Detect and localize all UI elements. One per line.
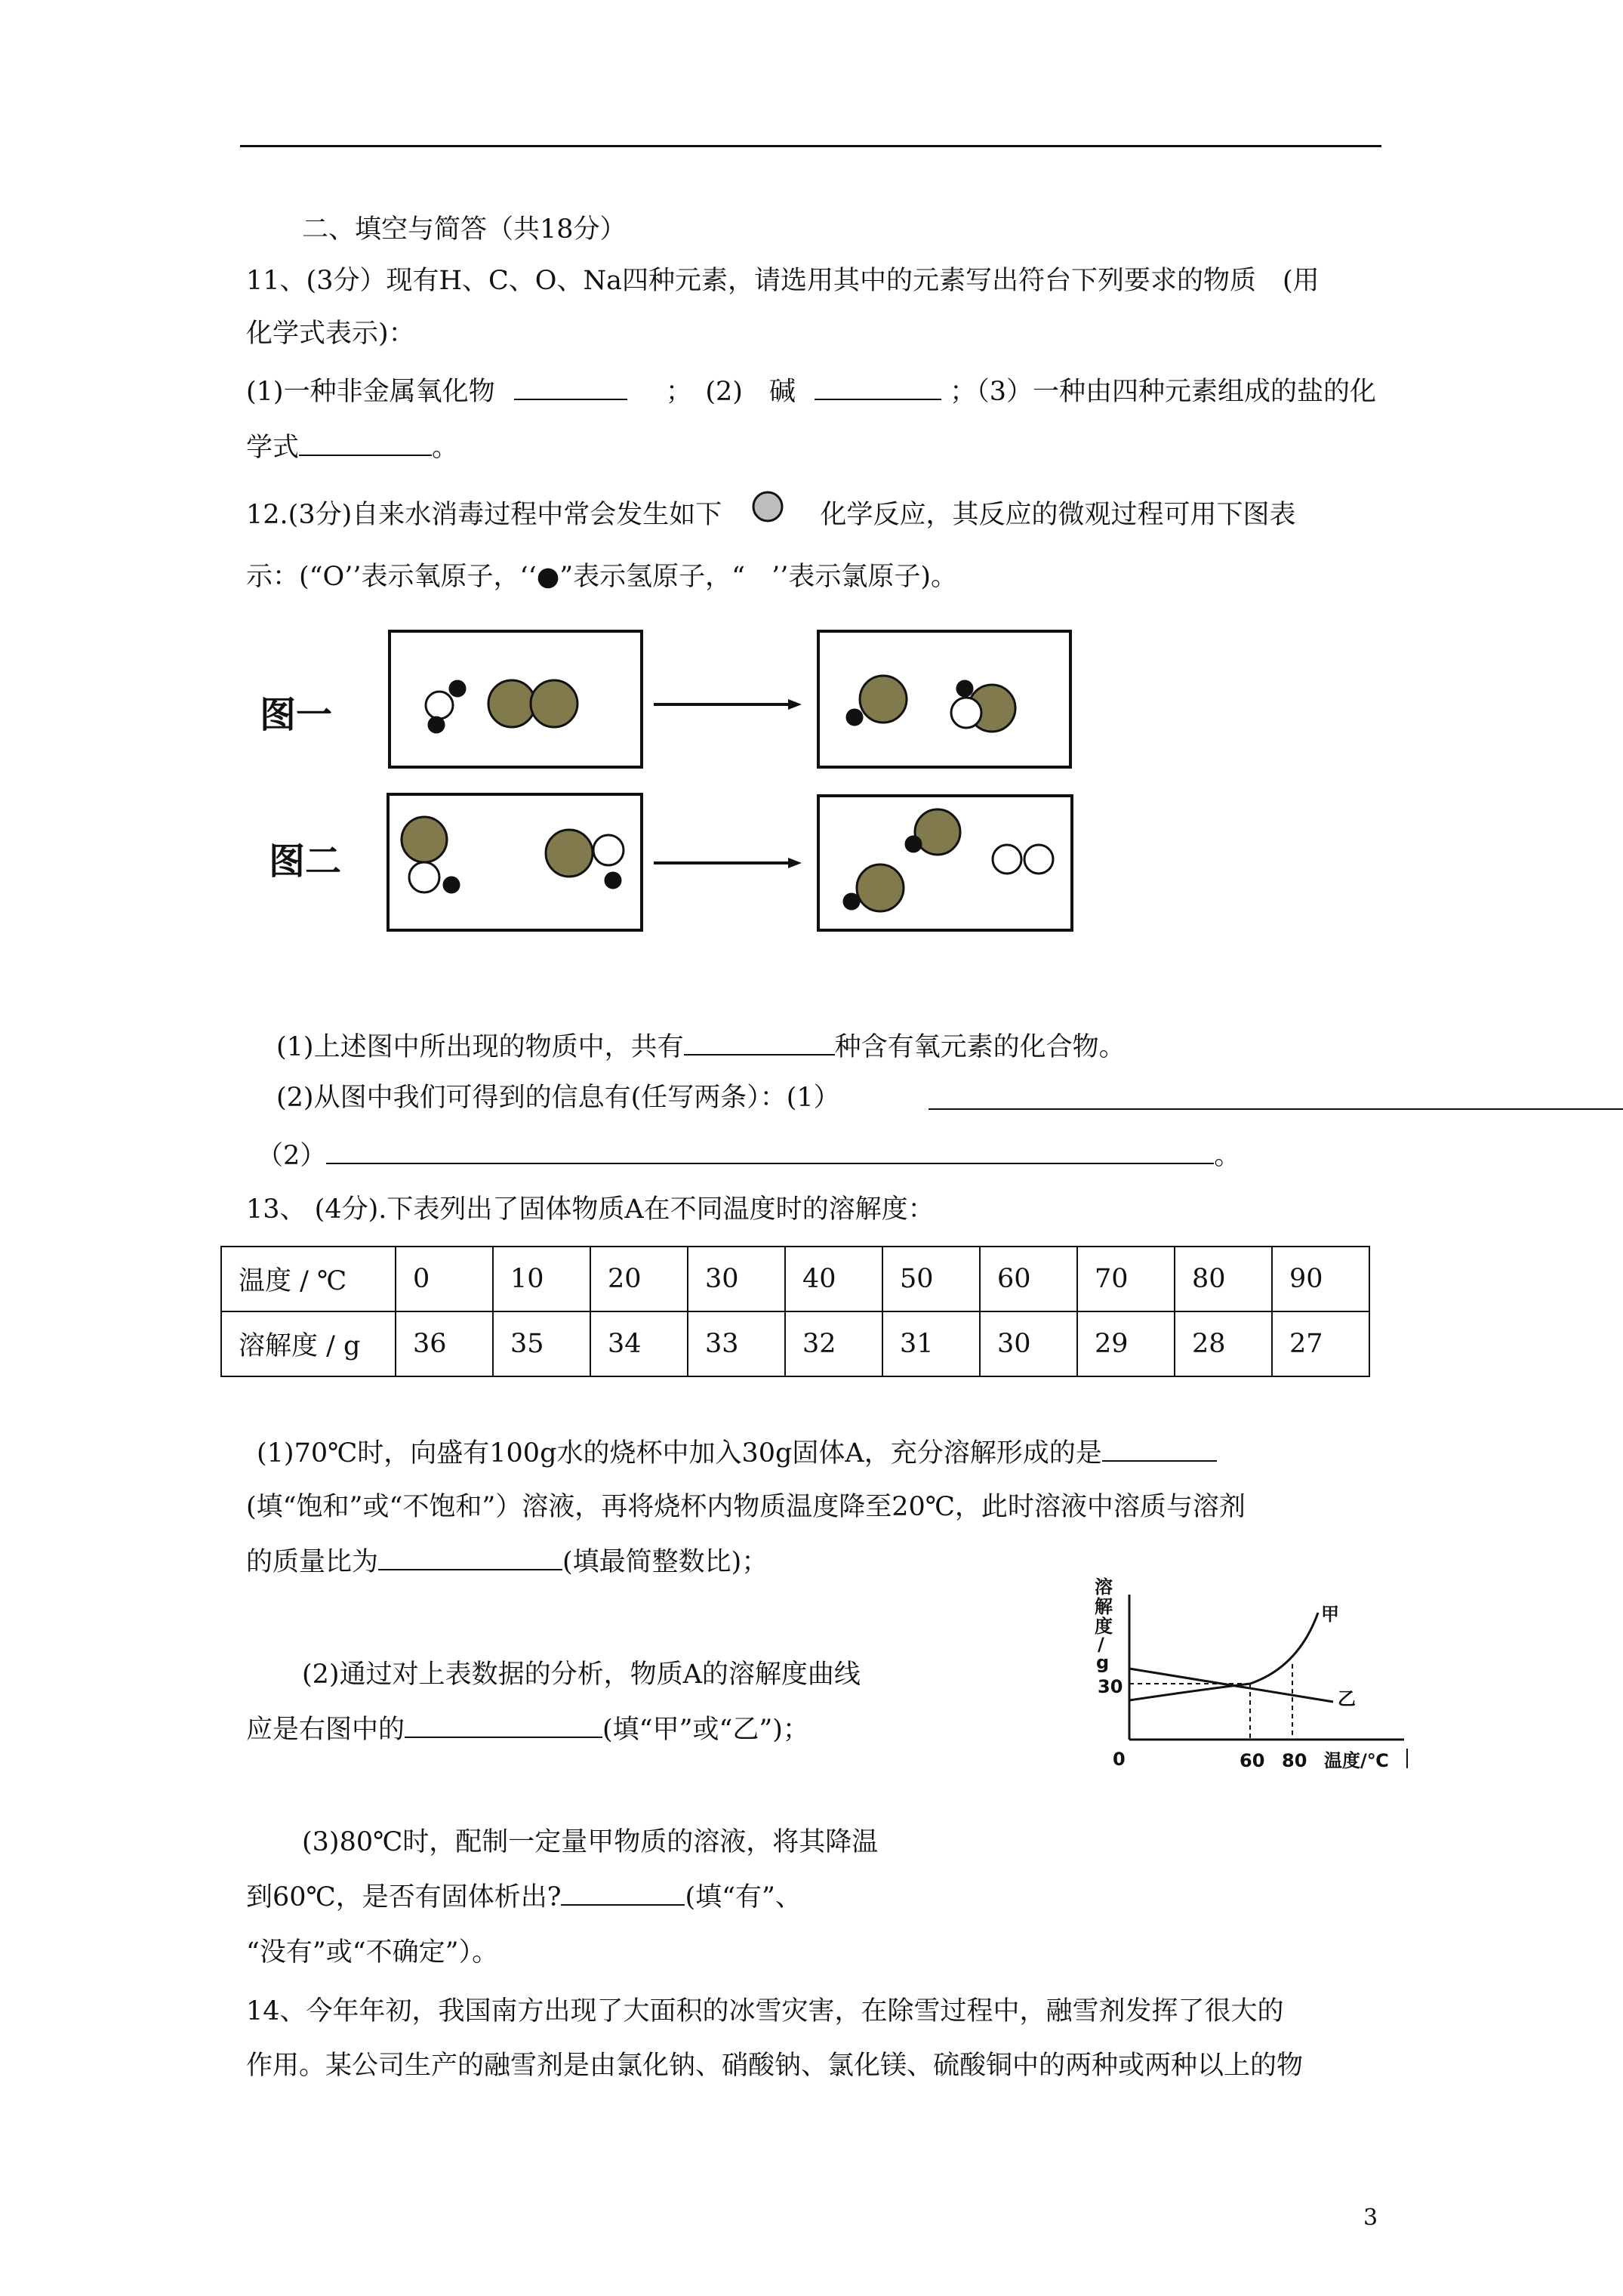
table-row-temperature — [221, 1247, 1369, 1311]
water-molecule — [426, 681, 465, 732]
q13-s2-l2-label: 应是右图中的 — [246, 1715, 405, 1745]
q13-intro: 13、 (4分).下表列出了固体物质A在不同温度时的溶解度： — [246, 1194, 935, 1225]
hclo-molecule-b — [546, 830, 624, 888]
q12-line2: 示：(“O’’表示氧原子，‘‘●”表示氢原子，“ ’’表示氯原子)。 — [246, 562, 957, 592]
solubility-curve-figure — [1072, 1570, 1419, 1782]
hclo-molecule — [951, 681, 1015, 732]
figure-one-label: 图一 — [260, 694, 333, 736]
q12-sub2-label: (2)从图中我们可得到的信息有(任写两条）：(1） — [276, 1083, 840, 1113]
graph-ylabel-char: 解 — [1095, 1596, 1113, 1617]
graph-origin-label: 0 — [1113, 1749, 1126, 1770]
table-cell: 36 — [396, 1311, 493, 1376]
q11-line3 — [246, 376, 1376, 407]
figure-two-label: 图二 — [269, 840, 342, 883]
q12-line1-b: 化学反应，其反应的微观过程可用下图表 — [820, 500, 1296, 530]
q11-blank-oxide[interactable] — [514, 376, 627, 400]
curve-jia-label: 甲 — [1321, 1604, 1339, 1625]
q13-s1-l3-label: 的质量比为 — [246, 1547, 379, 1577]
q13-blank-curve[interactable] — [405, 1714, 602, 1738]
q13-s1-line1 — [257, 1438, 1217, 1469]
q12-blank-info2[interactable] — [326, 1140, 1214, 1164]
table-cell: 70 — [1077, 1247, 1175, 1311]
q13-blank-ratio[interactable] — [378, 1546, 562, 1570]
table-cell: 40 — [785, 1247, 882, 1311]
q13-s1-l3-end: (填最简整数比)； — [562, 1547, 768, 1577]
solubility-table — [220, 1246, 1370, 1377]
table-cell: 35 — [493, 1311, 590, 1376]
q12-sub2-2-label: （2） — [257, 1141, 327, 1171]
graph-ylabel-char: g — [1096, 1652, 1110, 1673]
q12-sub2-2-end: 。 — [1214, 1141, 1241, 1171]
fig2-arrow-icon — [652, 852, 803, 874]
table-cell: 32 — [785, 1311, 882, 1376]
table-row-solubility — [221, 1311, 1369, 1376]
q12-sub2-line2 — [257, 1140, 1240, 1171]
fig1-products-box — [817, 630, 1072, 769]
graph-y30-label: 30 — [1098, 1676, 1123, 1697]
q12-sub1 — [276, 1031, 1126, 1062]
q13-s1-label: (1)70℃时，向盛有100g水的烧杯中加入30g固体A，充分溶解形成的是 — [257, 1438, 1102, 1469]
graph-ylabel-char: 度 — [1095, 1616, 1113, 1637]
q11-part3-label: ；（3）一种由四种元素组成的盐的化 — [950, 377, 1377, 407]
q13-s2-line1: (2)通过对上表数据的分析，物质A的溶解度曲线 — [302, 1660, 861, 1690]
curve-yi-label: 乙 — [1338, 1688, 1356, 1709]
q11-line4-label: 学式 — [246, 433, 300, 463]
table-cell: 30 — [688, 1247, 785, 1311]
q13-s1-line2: (填“饱和”或“不饱和”）溶液，再将烧杯内物质温度降至20℃，此时溶液中溶质与溶剂 — [246, 1492, 1246, 1522]
table-cell: 33 — [688, 1311, 785, 1376]
q14-line2: 作用。某公司生产的融雪剂是由氯化钠、硝酸钠、氯化镁、硫酸铜中的两种或两种以上的物 — [246, 2051, 1304, 2081]
graph-x80-label: 80 — [1282, 1750, 1307, 1771]
table-header-temperature: 温度 / ℃ — [221, 1247, 396, 1311]
hcl-molecule-b — [844, 864, 904, 911]
q13-blank-saturation[interactable] — [1102, 1438, 1217, 1462]
fig1-reactants-box — [388, 630, 643, 769]
fig2-product-molecules — [820, 797, 1070, 929]
table-cell: 31 — [882, 1311, 980, 1376]
q13-s3-l2-end: (填“有”、 — [685, 1882, 802, 1912]
table-header-solubility: 溶解度 / g — [221, 1311, 396, 1376]
q12-sub1-end: 种含有氧元素的化合物。 — [834, 1032, 1126, 1062]
graph-ylabel-char: 溶 — [1095, 1576, 1113, 1598]
oxygen-molecule — [993, 845, 1053, 874]
graph-ylabel-char: / — [1098, 1634, 1104, 1655]
q12-sub2 — [276, 1083, 840, 1113]
fig1-arrow-icon — [652, 693, 803, 716]
q13-s2-line2 — [246, 1714, 809, 1745]
table-cell: 29 — [1077, 1311, 1175, 1376]
q12-line1 — [246, 500, 1296, 530]
table-cell: 27 — [1272, 1311, 1369, 1376]
q12-line1-a: 12.(3分)自来水消毒过程中常会发生如下 — [246, 500, 722, 530]
fig2-products-box — [817, 794, 1073, 932]
q11-line4-end: 。 — [432, 433, 459, 463]
q11-part2-label: ； (2) 碱 — [665, 377, 796, 407]
table-cell: 20 — [590, 1247, 688, 1311]
q13-blank-precipitate[interactable] — [561, 1881, 685, 1906]
section-heading: 二、填空与简答（共18分） — [302, 214, 627, 245]
table-cell: 30 — [980, 1311, 1077, 1376]
q11-line2: 化学式表示)： — [246, 319, 415, 349]
hcl-molecule-a — [906, 809, 960, 855]
table-cell: 10 — [493, 1247, 590, 1311]
q11-blank-base[interactable] — [815, 376, 941, 400]
q13-s3-line1: (3)80℃时，配制一定量甲物质的溶液，将其降温 — [302, 1827, 879, 1857]
grey-circle-icon — [730, 490, 812, 526]
hcl-molecule — [847, 676, 907, 725]
table-cell: 34 — [590, 1311, 688, 1376]
q13-s2-l2-end: (填“甲”或“乙”)； — [602, 1715, 809, 1745]
q14-line1: 14、今年年初，我国南方出现了大面积的冰雪灾害，在除雪过程中，融雪剂发挥了很大的 — [246, 1996, 1284, 2026]
q11-part1-label: (1)一种非金属氧化物 — [246, 377, 495, 407]
fig1-reactant-molecules — [391, 633, 640, 766]
curve-jia — [1129, 1613, 1318, 1700]
page-number: 3 — [1363, 2205, 1378, 2231]
q11-line4 — [246, 432, 458, 463]
q11-line1: 11、(3分）现有H、C、O、Na四种元素，请选用其中的元素写出符台下列要求的物质 (用 — [246, 266, 1320, 296]
q12-sub1-label: (1)上述图中所出现的物质中，共有 — [276, 1032, 684, 1062]
q13-s1-line3 — [246, 1546, 768, 1577]
q13-s3-line2 — [246, 1881, 802, 1912]
table-cell: 28 — [1175, 1311, 1272, 1376]
fig2-reactants-box — [387, 793, 643, 932]
q12-blank-info1[interactable] — [929, 1086, 1623, 1110]
table-cell: 80 — [1175, 1247, 1272, 1311]
q11-blank-salt[interactable] — [299, 432, 432, 456]
table-cell: 50 — [882, 1247, 980, 1311]
table-cell: 60 — [980, 1247, 1077, 1311]
q12-blank-count[interactable] — [684, 1031, 835, 1056]
graph-x60-label: 60 — [1240, 1750, 1265, 1771]
chlorine-atom-inline-icon — [730, 501, 812, 523]
q13-s3-line3: “没有”或“不确定”）。 — [246, 1937, 499, 1968]
graph-xlabel: 温度/℃ — [1324, 1750, 1389, 1771]
table-cell: 90 — [1272, 1247, 1369, 1311]
fig2-reactant-molecules — [390, 796, 640, 929]
fig1-product-molecules — [820, 633, 1069, 766]
chlorine-molecule — [488, 680, 577, 727]
header-rule — [240, 145, 1381, 147]
hclo-molecule-a — [402, 817, 459, 892]
table-cell: 0 — [396, 1247, 493, 1311]
q13-s3-l2-label: 到60℃，是否有固体析出? — [246, 1882, 562, 1912]
